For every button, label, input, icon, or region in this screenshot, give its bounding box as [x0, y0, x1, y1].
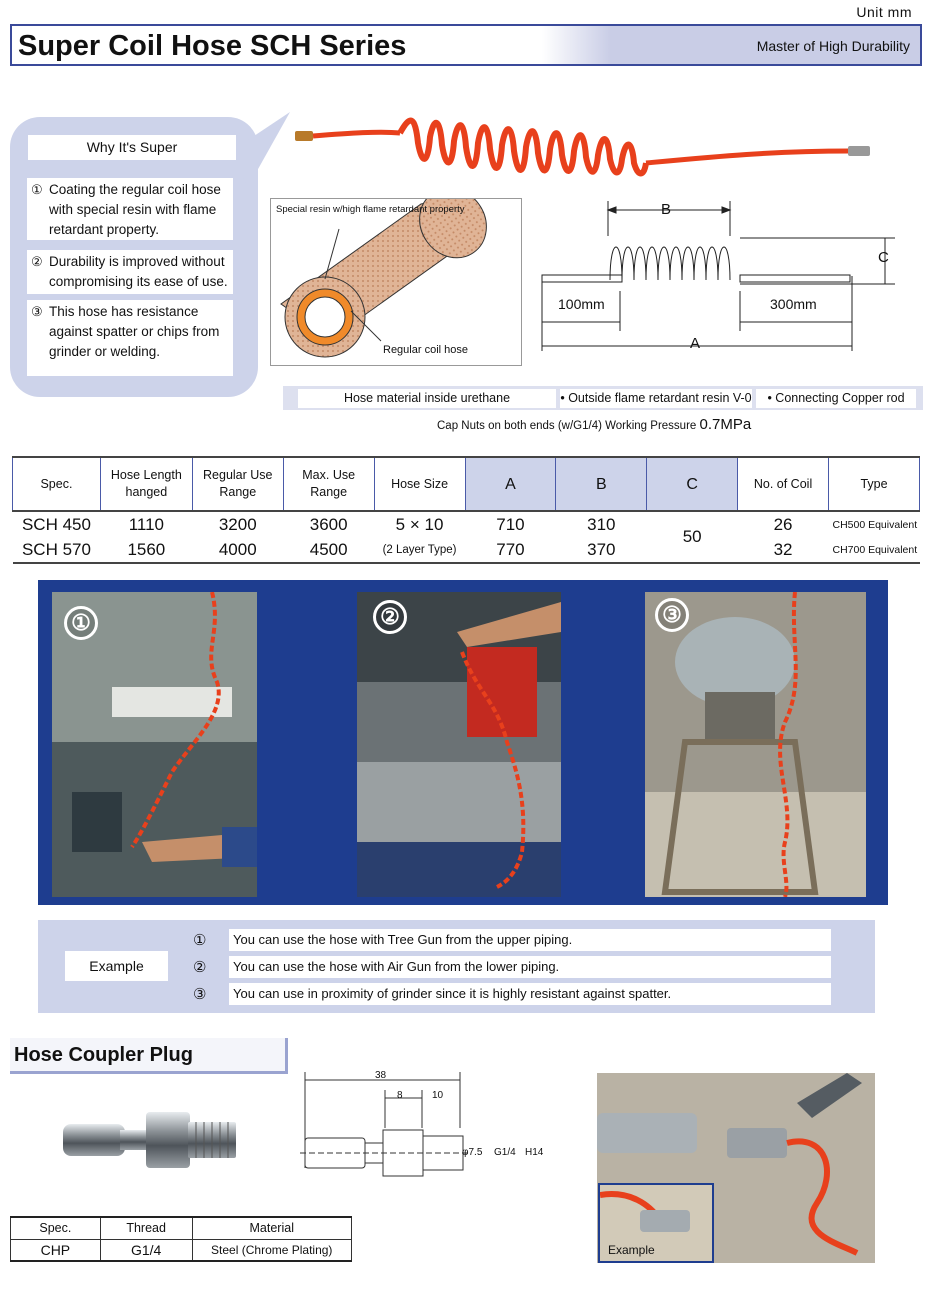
feature-number: ① — [31, 182, 43, 197]
cell-type: CH500 Equivalent — [832, 518, 918, 531]
feature-number: ② — [31, 254, 43, 269]
coupler-header-row — [11, 1217, 352, 1239]
header-spec: Spec. — [13, 457, 101, 511]
photo-number-1: ① — [64, 606, 98, 640]
header-a: A — [465, 457, 556, 511]
cell-a: 770 — [465, 537, 556, 563]
coupler-spec-table — [10, 1216, 352, 1262]
example-number-1: ① — [193, 932, 207, 949]
example-item-2: You can use the hose with Air Gun from the lower piping. — [229, 956, 831, 978]
feature-text: This hose has resistance against spatter or chips from grinder or welding. — [49, 304, 220, 359]
feature-number: ③ — [31, 304, 43, 319]
header-c: C — [647, 457, 738, 511]
header-max: Max. Use Range — [283, 457, 374, 511]
cell-a: 710 — [496, 514, 525, 534]
coil-hose-image — [290, 115, 890, 195]
dim-right-length: 300mm — [770, 296, 817, 312]
header-thread: Thread — [100, 1217, 192, 1239]
cell-type: CH700 Equivalent — [828, 537, 919, 563]
table-row — [13, 537, 920, 563]
header-material: Material — [192, 1217, 352, 1239]
header-coil: No. of Coil — [738, 457, 829, 511]
cell-b: 370 — [556, 537, 647, 563]
header-length: Hose Length hanged — [100, 457, 192, 511]
cell-coil: 32 — [738, 537, 829, 563]
example-number-3: ③ — [193, 986, 207, 1003]
header-regular: Regular Use Range — [192, 457, 283, 511]
cell-c: 50 — [647, 511, 738, 563]
feature-text: Coating the regular coil hose with special resin with flame retardant property. — [49, 182, 221, 237]
drawing-total-length: 38 — [375, 1070, 387, 1081]
title-bar — [10, 24, 922, 66]
cap-note-text: Cap Nuts on both ends (w/G1/4) Working Pressure — [437, 420, 700, 432]
bubble-tail — [230, 112, 290, 192]
cell-size: (2 Layer Type) — [374, 537, 465, 563]
drawing-length-2: 10 — [432, 1090, 444, 1101]
feature-text: Durability is improved without compromising its ease of use. — [49, 254, 228, 289]
drawing-bore: φ7.5 — [462, 1147, 483, 1158]
dim-a-label: A — [690, 335, 701, 352]
material-coat: • Outside flame retardant resin V-0 — [560, 389, 752, 408]
example-number-2: ② — [193, 959, 207, 976]
cell-b: 310 — [587, 514, 616, 534]
cell-material: Steel (Chrome Plating) — [192, 1239, 352, 1261]
usage-photo-1 — [52, 592, 257, 897]
usage-photo-3 — [645, 592, 866, 897]
feature-title: Why It's Super — [28, 135, 236, 160]
header-b: B — [556, 457, 647, 511]
working-pressure: 0.7MPa — [699, 416, 752, 433]
example-label: Example — [65, 951, 168, 981]
photo-number-2: ② — [373, 600, 407, 634]
cell-regular: 4000 — [192, 537, 283, 563]
cap-note — [437, 416, 751, 433]
coupler-section-title: Hose Coupler Plug — [10, 1038, 288, 1074]
header-type: Type — [828, 457, 919, 511]
resin-label: Special resin w/high flame retardant property — [276, 204, 465, 215]
cell-spec: SCH 570 — [13, 537, 101, 563]
drawing-hex: H14 — [525, 1147, 544, 1158]
cell-max: 4500 — [283, 537, 374, 563]
cross-section-diagram — [270, 198, 522, 366]
cell-regular: 3200 — [218, 514, 257, 534]
cell-size: 5 × 10 — [395, 514, 444, 534]
drawing-thread: G1/4 — [494, 1147, 516, 1158]
header-spec: Spec. — [11, 1217, 101, 1239]
coupler-plug-image — [58, 1100, 243, 1180]
spec-table — [12, 456, 920, 564]
material-rod: • Connecting Copper rod — [756, 389, 916, 408]
tagline: Master of High Durability — [756, 38, 910, 54]
cell-spec: CHP — [11, 1239, 101, 1261]
coupler-example-label: Example — [608, 1243, 655, 1257]
table-row — [13, 511, 920, 537]
dimension-diagram — [530, 196, 910, 361]
spec-header-row — [13, 457, 920, 511]
feature-point-3 — [27, 300, 233, 376]
usage-photo-2 — [357, 592, 561, 897]
material-hose: Hose material inside urethane — [298, 389, 556, 408]
dim-b-label: B — [661, 201, 672, 218]
cell-length: 1560 — [100, 537, 192, 563]
table-row — [11, 1239, 352, 1261]
cell-thread: G1/4 — [100, 1239, 192, 1261]
feature-point-1 — [27, 178, 233, 240]
example-item-3: You can use in proximity of grinder since it is highly resistant against spatter. — [229, 983, 831, 1005]
coupler-technical-drawing — [300, 1068, 570, 1178]
cell-length: 1110 — [128, 514, 164, 534]
cell-spec: SCH 450 — [21, 514, 91, 534]
page-title: Super Coil Hose SCH Series — [18, 30, 407, 62]
unit-label: Unit mm — [856, 4, 912, 20]
regular-hose-label: Regular coil hose — [383, 344, 468, 356]
feature-point-2 — [27, 250, 233, 294]
cell-max: 3600 — [309, 514, 348, 534]
example-item-1: You can use the hose with Tree Gun from the upper piping. — [229, 929, 831, 951]
header-size: Hose Size — [374, 457, 465, 511]
drawing-length-1: 8 — [397, 1090, 403, 1101]
photo-number-3: ③ — [655, 598, 689, 632]
dim-left-length: 100mm — [558, 296, 605, 312]
dim-c-label: C — [878, 249, 889, 266]
cell-coil: 26 — [773, 514, 793, 534]
